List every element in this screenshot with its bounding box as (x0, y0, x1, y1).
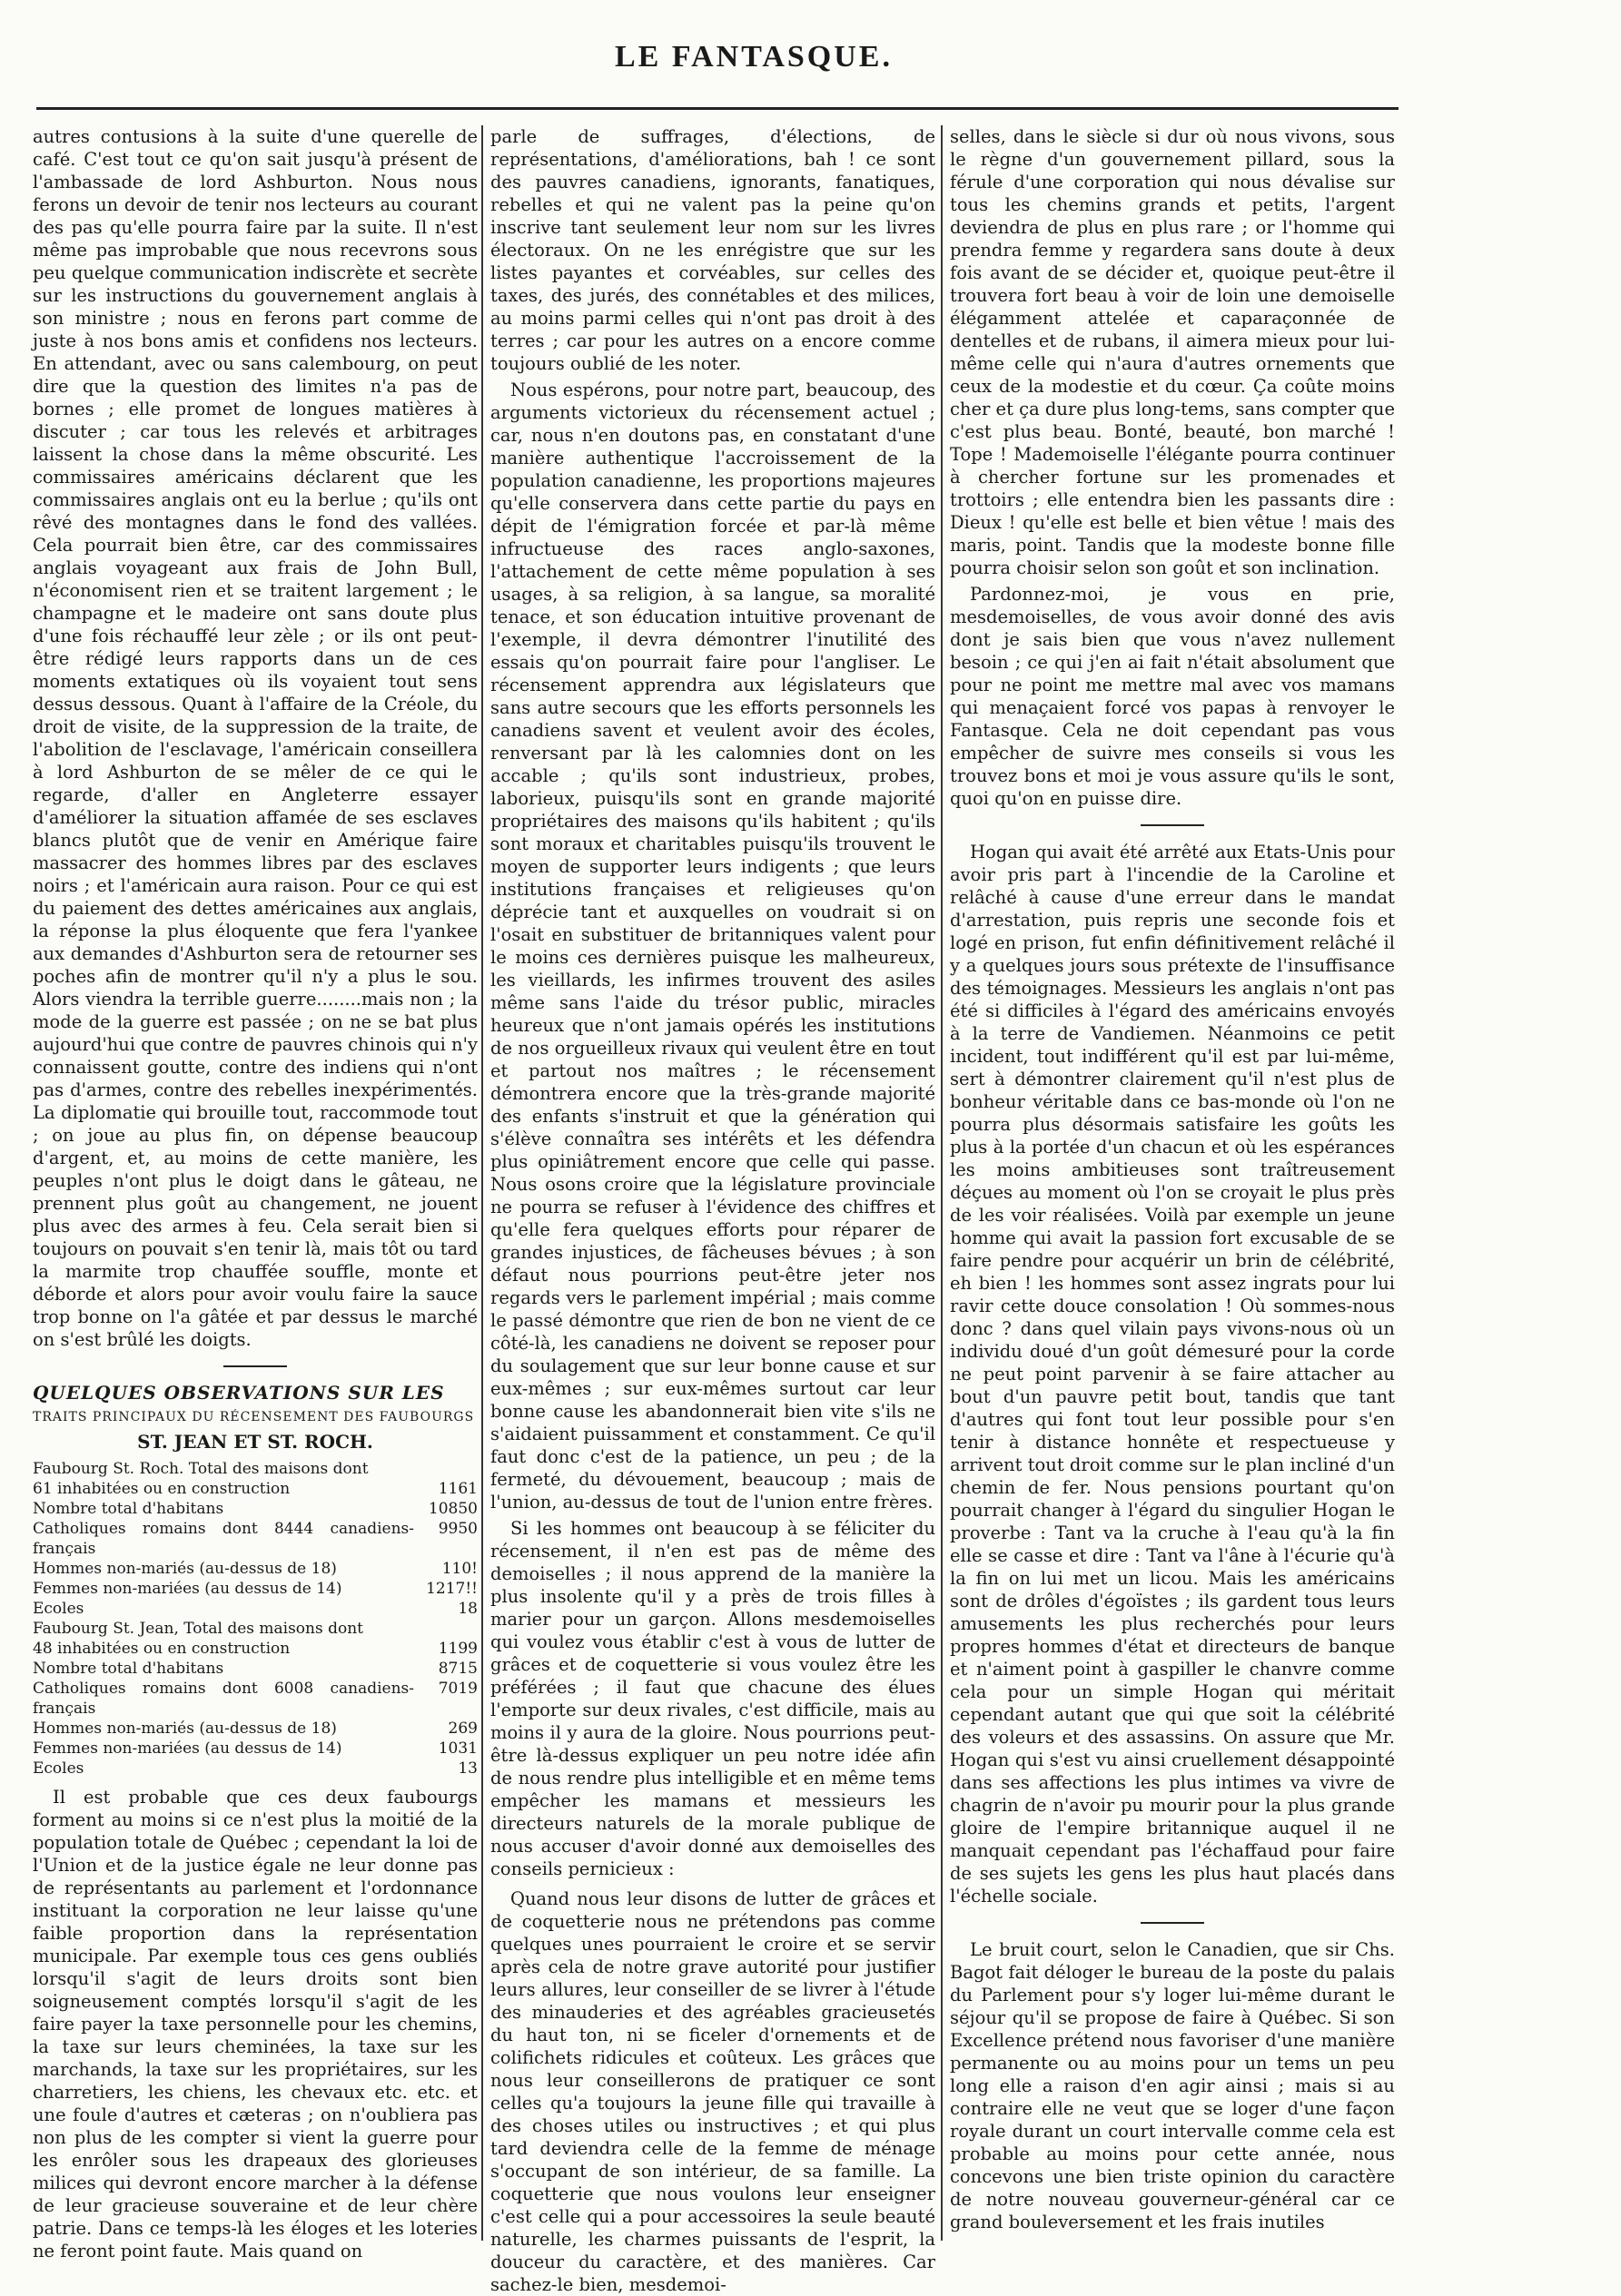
article-paragraph: Nous espérons, pour notre part, beaucoup, des arguments victorieux du récensement actuel ; car, nous n'en doutons pas, en constatant d'une manière authentique l'accroissement de la population canadienne, les proportions majeures qu'elle conservera dans cette partie du pays en dépit de l'émigration forcée et par-là même infructueuse des races anglo-saxones, l'attachement de cette même population à ses usages, à sa religion, à sa langue, sa moralité tenace, et son éducation intuitive provenant de l'exemple, il devra démontrer l'inutilité des essais qu'on pourrait faire pour l'angliser. Le récensement apprendra aux législateurs que sans autre secours que les efforts personnels les canadiens savent et veulent avoir des écoles, renversant par là les calomnies dont on les accable ; qu'ils sont industrieux, probes, laborieux, puisqu'ils sont en grande majorité propriétaires des maisons qu'ils habitent ; qu'ils sont moraux et charitables puisqu'ils trouvent le moyen de supporter leurs indigents ; que leurs institutions françaises et religieuses qu'on déprécie tant et auxquelles on voudrait si on l'osait en substituer de britanniques valent pour le moins ces dernières puisque les malheureux, les vieillards, les infirmes trouvent des asiles même sans l'aide du trésor public, miracles heureux que n'ont jamais opérés les institutions de nos orgueilleux rivaux qui veulent être en tout et partout nos maîtres ; le récensement démontrera encore que la très-grande majorité des enfants s'instruit et que la génération qui s'élève connaîtra ses intérêts et les défendra plus opiniâtrement encore que celle qui passe. Nous osons croire que la législature provinciale ne pourra se refuser à l'évidence des chiffres et qu'elle fera quelques efforts pour réparer de grandes injustices, de fâcheuses bévues ; à son défaut nous pourrions peut-être jeter nos regards vers le parlement impérial ; mais comme le passé démontre que rien de bon ne vient de ce côté-là, les canadiens ne doivent se reposer pour du soulagement que sur leur bonne cause et sur eux-mêmes ; sur eux-mêmes surtout car leur bonne cause les abandonnerait bien vite s'ils ne s'aidaient puissamment et constamment. Ce qu'il faut donc c'est de la patience, un peu ; de la fermeté, du dévouement, beaucoup ; mais de l'union, au-dessus de tout de l'union entre frères. (490, 379, 935, 1513)
census-value: 269 (448, 1720, 478, 1738)
article-paragraph: Pardonnez-moi, je vous en prie, mesdemoiselles, de vous avoir donné des avis dont je sais bien que vous n'avez nullement besoin ; ce qui j'en ai fait n'était absolument que pour ne point me mettre mal avec vos mamans qui menaçaient forcé vos papas à renvoyer le Fantasque. Cela ne doit cependant pas vous empêcher de suivre mes conseils si vous les trouvez bons et moi je vous assure qu'ils le sont, quoi qu'on en puisse dire. (950, 584, 1395, 809)
article-paragraph: Hogan qui avait été arrêté aux Etats-Unis pour avoir pris part à l'incendie de la Caroline et relâché à cause d'une erreur dans le mandat d'arrestation, puis repris une seconde fois et logé en prison, fut enfin définitivement relâché il y a quelques jours sous prétexte de l'insuffisance des témoignages. Messieurs les anglais n'ont pas été si difficiles à l'égard des américains envoyés à la terre de Vandiemen. Néanmoins ce petit incident, tout indifférent qu'il est par lui-même, sert à démontrer clairement qu'il n'est plus de bonheur véritable dans ce bas-monde où l'on ne pourra plus désormais satisfaire les goûts les plus à la portée d'un chacun et où les espérances les moins ambitieuses sont traîtreusement déçues au moment où l'on se croyait le plus près de les voir réalisées. Voilà par exemple un jeune homme qui avait la passion fort excusable de se faire pendre pour acquérir un brin de célébrité, eh bien ! les hommes sont assez ingrats pour lui ravir cette douce consolation ! Où sommes-nous donc ? dans quel vilain pays vivons-nous où un individu doué d'un goût démesuré pour la corde ne peut point parvenir à se faire attacher au bout d'un pauvre petit bout, tandis que tant d'autres qui font tout leur possible pour s'en tenir à distance honnête et respectueuse y arrivent tout droit comme sur le plan incliné d'un chemin de fer. Nous pensions pourtant qu'on pourrait changer à l'égard du singulier Hogan le proverbe : Tant va la cruche à l'eau qu'à la fin elle se casse et dire : Tant va l'âne à l'écurie qu'à la fin on lui met un licou. Mais les américains sont de drôles d'égoïstes ; ils gardent tous leurs amusements les plus recherchés pour leurs propres hommes d'état et directeurs de banque et n'aiment point à gaspiller le chanvre comme cela pour un simple Hogan qui méritait cependant autant que qui que soit la célébrité des voleurs et des assassins. On assure que Mr. Hogan qui s'est vu ainsi cruellement désappointé dans ses affections les plus intimes va vivre de chagrin de n'avoir pu mourir pour la plus grande gloire de l'empire britannique auquel il ne manquait cependant pas l'échaffaud pour faire de ses sujets les gens les plus haut placés dans l'échelle sociale. (950, 842, 1395, 1907)
section-subheading: TRAITS PRINCIPAUX DU RÉCENSEMENT DES FAUBOURGS (33, 1410, 475, 1424)
census-value: 18 (458, 1600, 478, 1618)
census-row (33, 1499, 478, 1519)
census-label: Nombre total d'habitans (33, 1500, 224, 1518)
article-paragraph: Le bruit court, selon le Canadien, que sir Chs. Bagot fait déloger le bureau de la poste du palais du Parlement pour s'y loger lui-même durant le séjour qu'il se propose de faire à Québec. Si son Excellence prétend nous favoriser d'une manière permanente ou au moins pour un tems un peu long elle a raison d'en agir ainsi ; mais si au contraire elle ne veut que se loger d'une façon royale durant un court intervalle comme cela est probable au moins pour cette année, nous concevons une bien triste opinion du caractère de notre nouveau gouverneur-général car ce grand bouleversement et les frais inutiles (950, 1939, 1395, 2232)
census-row (33, 1759, 478, 1779)
census-value: 8715 (438, 1660, 478, 1678)
census-value (414, 1619, 478, 1639)
census-label: 48 inhabitées ou en construction (33, 1640, 291, 1658)
census-row (33, 1479, 478, 1499)
census-value: 1161 (438, 1480, 478, 1498)
census-label: Femmes non-mariées (au dessus de 14) (33, 1739, 342, 1758)
census-row (33, 1459, 478, 1479)
census-row (33, 1619, 478, 1639)
column-3 (950, 125, 1395, 2241)
census-row (33, 1519, 478, 1559)
section-separator (1141, 824, 1204, 826)
census-value: 9950 (438, 1520, 478, 1538)
census-label: Faubourg St. Roch. Total des maisons dont (33, 1460, 369, 1478)
census-value: 110! (441, 1560, 478, 1578)
census-value: 10850 (428, 1500, 478, 1518)
census-table (33, 1459, 478, 1779)
census-value: 13 (458, 1759, 478, 1778)
header-rule (36, 107, 1399, 110)
article-paragraph: parle de suffrages, d'élections, de représentations, d'améliorations, bah ! ce sont des pauvres canadiens, ignorants, fanatiques, rebelles et qui ne valent pas la peine qu'on inscrive tant seulement leur nom sur les livres électoraux. On ne les enrégistre que sur les listes payantes et corvéables, sur celles des taxes, des jurés, des connétables et des milices, au moins parmi celles qui n'ont pas droit à des terres ; car pour les autres on a encore comme toujours oublié de les noter. (490, 126, 935, 374)
census-label: 61 inhabitées ou en construction (33, 1480, 291, 1498)
article-paragraph: Il est probable que ces deux faubourgs forment au moins si ce n'est plus la moitié de la population totale de Québec ; cependant la loi de l'Union et de la justice égale ne leur donne pas de représentants au parlement et l'ordonnance instituant la corporation ne leur laisse qu'une faible proportion dans la représentation municipale. Par exemple tous ces gens oubliés lorsqu'il s'agit de leurs droits sont bien soigneusement comptés lorsqu'il s'agit de les faire payer la taxe personnelle pour les chemins, la taxe sur leurs cheminées, la taxe sur les marchands, la taxe sur les propriétaires, sur les charretiers, les chiens, les chevaux etc. etc. et une foule d'autres et cæteras ; on n'oubliera pas non plus de les compter si vient la guerre pour les enrôler sous les drapeaux des glorieuses milices qui devront encore marcher à la défense de leur gracieuse souveraine et de leur chère patrie. Dans ce temps-là les éloges et les loteries ne feront point faute. Mais quand on (33, 1787, 478, 2262)
census-label: Nombre total d'habitans (33, 1660, 224, 1678)
article-paragraph: selles, dans le siècle si dur où nous vivons, sous le règne d'un gouvernement pillard, sous la férule d'une corporation qui nous dévalise sur tous les chemins grands et petits, l'argent deviendra de plus en plus rare ; or l'homme qui prendra femme y regardera sans doute à deux fois avant de se décider et, quoique peut-être il trouvera fort beau à voir de loin une demoiselle élégamment attelée et caparaçonnée de dentelles et de rubans, il aimera mieux pour lui-même celle qui n'aura d'autres ornements que ceux de la modestie et du cœur. Ça coûte moins cher et ça dure plus long-tems, sans compter que c'est plus beau. Bonté, beauté, bon marché ! Tope ! Mademoiselle l'élégante pourra continuer à chercher fortune sur les promenades et trottoirs ; elle entendra bien les passants dire : Dieux ! qu'elle est belle et bien vêtue ! mais des maris, point. Tandis que la modeste bonne fille pourra choisir selon son goût et son inclination. (950, 126, 1395, 578)
column-1 (33, 125, 478, 2262)
census-row (33, 1679, 478, 1719)
census-label: Ecoles (33, 1759, 84, 1778)
census-row (33, 1659, 478, 1679)
masthead-title: LE FANTASQUE. (614, 40, 893, 74)
census-row (33, 1559, 478, 1579)
census-label: Femmes non-mariées (au dessus de 14) (33, 1580, 342, 1598)
census-value: 7019 (438, 1680, 478, 1698)
section-places: ST. JEAN ET ST. ROCH. (137, 1431, 373, 1453)
census-label: Hommes non-mariés (au-dessus de 18) (33, 1560, 337, 1578)
census-row (33, 1719, 478, 1739)
census-label: Catholiques romains dont 8444 canadiens-français (33, 1520, 414, 1558)
census-row (33, 1599, 478, 1619)
section-heading: QUELQUES OBSERVATIONS SUR LES (33, 1382, 445, 1404)
section-separator (1141, 1922, 1204, 1924)
census-row (33, 1739, 478, 1759)
census-row (33, 1579, 478, 1599)
census-value: 1217!! (426, 1580, 478, 1598)
article-paragraph: Si les hommes ont beaucoup à se féliciter du récensement, il n'en est pas de même des demoiselles ; il nous apprend de la manière la plus insolente qu'il y a près de trois filles à marier pour un garçon. Allons mesdemoiselles qui voulez vous établir c'est à vous de lutter de grâces et de coquetterie si vous voulez être les préférées ; il faut que chacune des élues l'emporte sur deux rivales, c'est difficile, mais au moins il y aura de la gloire. Nous pourrions peut-être là-dessus expliquer un peu notre idée afin de nous rendre plus intelligible et en même tems empêcher les mamans et messieurs les directeurs naturels de la morale publique de nous accuser d'avoir donné aux demoiselles des conseils pernicieux : (490, 1518, 935, 1879)
census-row (33, 1639, 478, 1659)
column-divider (941, 125, 943, 2241)
section-separator (223, 1365, 287, 1367)
article-paragraph: Quand nous leur disons de lutter de grâces et de coquetterie nous ne prétendons pas comme quelques unes pourraient le croire et se servir après cela de notre grave autorité pour justifier leurs allures, leur conseiller de se livrer à l'étude des minauderies et des agréables gracieusetés du haut ton, ni se ficeler d'ornements et de colifichets ridicules et coûteux. Les grâces que nous leur conseillerons de pratiquer ce sont celles qu'a toujours la jeune fille qui travaille à des choses utiles ou instructives ; et qui plus tard deviendra celle de la femme de ménage s'occupant de son intérieur, de sa famille. La coquetterie que nous voulons leur enseigner c'est celle qui a pour accessoires la seule beauté naturelle, les charmes puissants de l'esprit, la douceur du caractère, et des manières. Car sachez-le bien, mesdemoi- (490, 1888, 935, 2295)
column-divider (481, 125, 483, 2241)
census-value: 1199 (438, 1640, 478, 1658)
census-value: 1031 (438, 1739, 478, 1758)
census-label: Catholiques romains dont 6008 canadiens-français (33, 1680, 414, 1718)
census-label: Hommes non-mariés (au-dessus de 18) (33, 1720, 337, 1738)
census-label: Faubourg St. Jean, Total des maisons dont (33, 1620, 364, 1638)
article-paragraph: autres contusions à la suite d'une querelle de café. C'est tout ce qu'on sait jusqu'à présent de l'ambassade de lord Ashburton. Nous nous ferons un devoir de tenir nos lecteurs au courant des pas qu'elle pourra faire par la suite. Il n'est même pas improbable que nous recevrons sous peu quelque communication indiscrète et secrète sur les instructions du gouvernement anglais à son ministre ; nous en ferons part comme de juste à nos bons amis et confidens nos lecteurs. En attendant, avec ou sans calembourg, on peut dire que la question des limites n'a pas de bornes ; elle promet de longues matières à discuter ; car tous les relevés et arbitrages laissent la chose dans la même obscurité. Les commissaires américains déclarent que les commissaires anglais ont eu la berlue ; qu'ils ont rêvé des montagnes dans le fond des vallées. Cela pourrait bien être, car des commissaires anglais voyageant aux frais de John Bull, n'économisent rien et se traitent largement ; le champagne et le madeire ont sans doute plus d'une fois réchauffé leur zèle ; or ils ont peut-être rédigé leurs rapports dans un de ces moments extatiques où ils voyaient tout sens dessus dessous. Quant à l'affaire de la Créole, du droit de visite, de la suppression de la traite, de l'abolition de l'esclavage, l'américain conseillera à lord Ashburton de se mêler de ce qui le regarde, d'aller en Angleterre essayer d'améliorer la situation affamée de ses esclaves blancs plutôt que de venir en Amérique faire massacrer des hommes libres par des esclaves noirs ; et l'américain aura raison. Pour ce qui est du paiement des dettes américaines aux anglais, la réponse la plus éloquente que fera l'yankee aux demandes d'Ashburton sera de retourner ses poches afin de montrer qu'il n'y a plus le sou. Alors viendra la terrible guerre........mais non ; la mode de la guerre est passée ; on ne se bat plus aujourd'hui que contre de pauvres chinois qui n'y connaissent goutte, contre des indiens qui n'ont pas d'armes, contre des rebelles inexpérimentés. La diplomatie qui brouille tout, raccommode tout ; on joue au plus fin, on dépense beaucoup d'argent, et, au moins de cette manière, les peuples n'ont plus le doigt dans le gâteau, ne prennent plus goût au changement, ne jouent plus avec des armes à feu. Cela serait bien si toujours on pouvait s'en tenir là, mais tôt ou tard la marmite trop chauffée souffle, monte et déborde et alors pour avoir voulu faire la sauce trop bonne on l'a gâtée et par dessus le marché on s'est brûlé les doigts. (33, 126, 478, 1350)
column-2 (490, 125, 935, 2295)
census-value (414, 1459, 478, 1479)
census-label: Ecoles (33, 1600, 84, 1618)
